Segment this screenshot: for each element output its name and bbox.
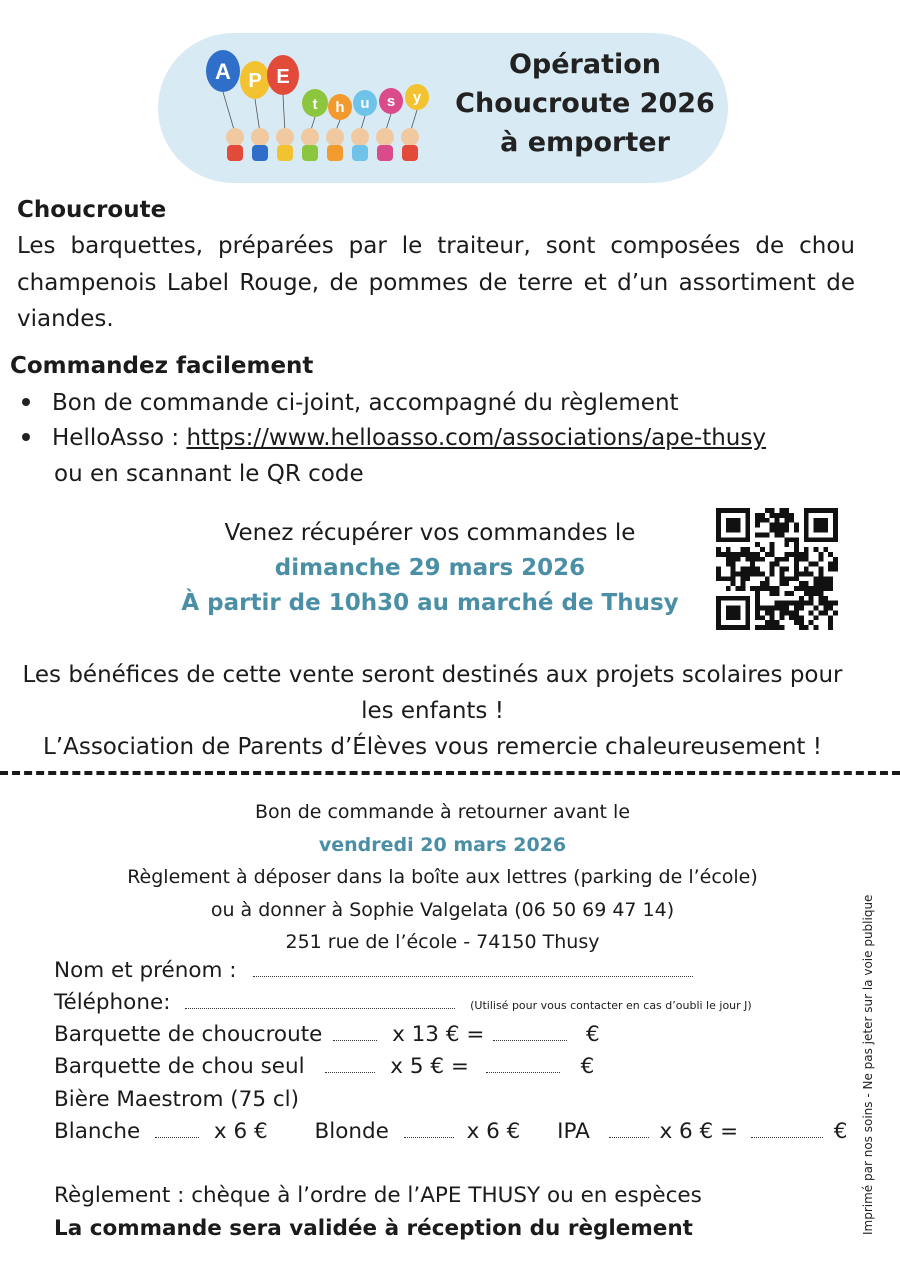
beer-heading: Bière Maestrom (75 cl): [54, 1087, 300, 1112]
bullet-icon: [22, 398, 30, 406]
title-line-1: Opération: [508, 49, 662, 80]
section-heading-ordering: Commandez facilement: [10, 353, 314, 379]
benefits-line: Les bénéfices de cette vente seront destinés aux projets scolaires pour: [22, 662, 843, 688]
page-title: [455, 45, 715, 162]
svg-text:t: t: [312, 96, 318, 113]
blanche-qty-field[interactable]: [155, 1137, 199, 1138]
pickup-place: À partir de 10h30 au marché de Thusy: [181, 590, 679, 616]
choucroute-label: Barquette de choucroute: [54, 1022, 323, 1047]
address: 251 rue de l’école - 74150 Thusy: [285, 931, 600, 953]
name-field[interactable]: [253, 976, 693, 977]
bullet-text: HelloAsso :: [52, 425, 187, 451]
name-row: [54, 958, 693, 983]
choucroute-price: x 13 € =: [392, 1022, 485, 1047]
name-label: Nom et prénom :: [54, 958, 237, 983]
list-item: [22, 425, 766, 451]
section-heading-choucroute: Choucroute: [17, 197, 167, 223]
title-line-3: à emporter: [500, 127, 670, 158]
chou-row: [54, 1054, 594, 1079]
intro-paragraph: Les barquettes, préparées par le traiteur, sont composées de chou champenois Label Rouge, de pommes de terre et d’un assortiment de viandes.: [17, 233, 855, 332]
svg-text:E: E: [276, 66, 290, 88]
thanks-line: L’Association de Parents d’Élèves vous remercie chaleureusement !: [42, 734, 822, 760]
bullet-text: Bon de commande ci-joint, accompagné du règlement: [52, 390, 679, 416]
beer-row: [54, 1119, 847, 1144]
blanche-label: Blanche: [54, 1119, 141, 1144]
svg-text:h: h: [335, 99, 345, 116]
choucroute-qty-field[interactable]: [333, 1040, 377, 1041]
svg-text:s: s: [386, 93, 396, 110]
phone-note: (Utilisé pour vous contacter en cas d’oubli le jour J): [470, 999, 752, 1012]
svg-text:A: A: [215, 59, 231, 84]
beer-total-field[interactable]: [751, 1137, 823, 1138]
currency-symbol: €: [580, 1054, 595, 1079]
pickup-line: Venez récupérer vos commandes le: [224, 520, 636, 546]
blonde-label: Blonde: [314, 1119, 389, 1144]
choucroute-row: [54, 1022, 600, 1047]
phone-field[interactable]: [185, 1008, 455, 1009]
qr-code[interactable]: [716, 508, 838, 630]
svg-text:u: u: [360, 95, 370, 112]
order-form-header: [40, 796, 845, 959]
bullet-continuation: ou en scannant le QR code: [54, 461, 364, 487]
phone-label: Téléphone:: [54, 990, 171, 1015]
blonde-price: x 6 €: [466, 1119, 521, 1144]
currency-symbol: €: [586, 1022, 600, 1047]
chou-label: Barquette de chou seul: [54, 1054, 305, 1079]
title-line-2: Choucroute 2026: [455, 88, 715, 119]
side-note: Imprimé par nos soins - Ne pas jeter sur la voie publique: [861, 894, 875, 1235]
helloasso-link[interactable]: https://www.helloasso.com/associations/ape-thusy: [186, 425, 766, 451]
deposit-instruction: Règlement à déposer dans la boîte aux lettres (parking de l’école): [127, 866, 758, 888]
chou-price: x 5 € =: [390, 1054, 469, 1079]
ipa-label: IPA: [557, 1119, 590, 1144]
ipa-price: x 6 € =: [659, 1119, 739, 1144]
ipa-qty-field[interactable]: [609, 1137, 649, 1138]
pickup-info: [150, 516, 710, 621]
pickup-date: dimanche 29 mars 2026: [274, 555, 586, 581]
svg-text:y: y: [412, 89, 422, 106]
phone-row: [54, 990, 752, 1015]
ape-thusy-logo: [205, 45, 445, 165]
svg-text:P: P: [248, 70, 262, 92]
choucroute-total-field[interactable]: [493, 1040, 567, 1041]
list-item: [22, 390, 679, 416]
payment-info: Règlement : chèque à l’ordre de l’APE THUSY ou en espèces: [54, 1183, 702, 1208]
validation-notice: La commande sera validée à réception du règlement: [54, 1216, 693, 1241]
chou-qty-field[interactable]: [325, 1072, 375, 1073]
return-deadline: vendredi 20 mars 2026: [318, 833, 567, 856]
chou-total-field[interactable]: [486, 1072, 560, 1073]
contact-info: ou à donner à Sophie Valgelata (06 50 69 47 14): [210, 898, 675, 921]
cut-line-divider: [0, 771, 900, 775]
bullet-icon: [22, 433, 30, 441]
blanche-price: x 6 €: [213, 1119, 268, 1144]
currency-symbol: €: [833, 1119, 848, 1144]
benefits-line: les enfants !: [361, 698, 504, 724]
return-instruction: Bon de commande à retourner avant le: [254, 801, 631, 823]
blonde-qty-field[interactable]: [404, 1137, 454, 1138]
benefits-message: [0, 657, 865, 765]
